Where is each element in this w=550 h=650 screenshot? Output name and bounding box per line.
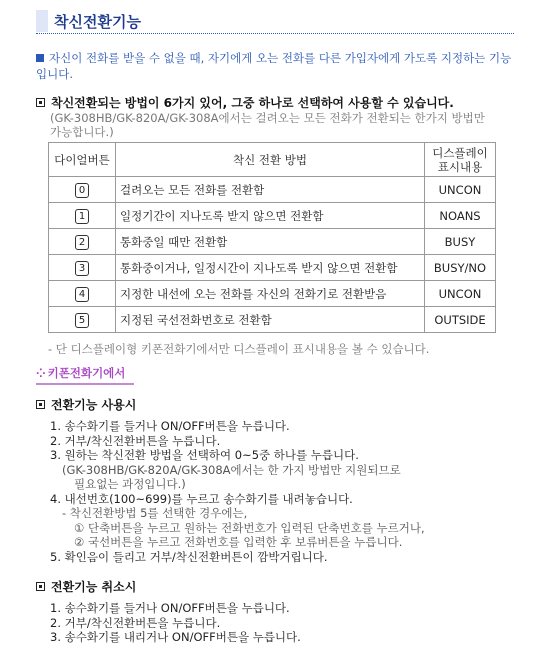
display-cell: OUTSIDE [425, 307, 496, 333]
diamond-bullet-icon: ⁘ [36, 366, 46, 380]
list-item: 4. 내선번호(100~699)를 누르고 송수화기를 내려놓습니다. [50, 491, 353, 506]
list-item: (GK-308HB/GK-820A/GK-308A에서는 한 가지 방법만 지원되므로 [62, 462, 401, 477]
dial-key-icon: 0 [75, 183, 89, 198]
list-item: 2. 거부/착신전환버튼을 누릅니다. [50, 433, 221, 448]
table-row [49, 229, 496, 255]
usage-section [36, 396, 516, 564]
table-row [49, 307, 496, 333]
dial-key-cell [49, 281, 116, 307]
cancel-section [36, 578, 516, 645]
display-cell: BUSY [425, 229, 496, 255]
method-cell: 일정기간이 지나도록 받지 않으면 전환함 [116, 203, 425, 229]
header-button: 다이얼버튼 [49, 143, 116, 177]
table-row [49, 281, 496, 307]
dial-key-icon: 2 [75, 235, 89, 250]
square-bullet-icon [36, 54, 44, 62]
table-row [49, 255, 496, 281]
list-item: 5. 확인음이 들리고 거부/착신전환버튼이 깜박거립니다. [50, 549, 328, 564]
list-item: 1. 송수화기를 들거나 ON/OFF버튼을 누릅니다. [50, 419, 290, 433]
method-cell: 걸려오는 모든 전화를 전환함 [116, 177, 425, 203]
boxed-bullet-icon [36, 400, 45, 409]
table-row [49, 203, 496, 229]
display-cell: UNCON [425, 177, 496, 203]
dial-key-cell [49, 307, 116, 333]
list-item: 3. 송수화기를 내리거나 ON/OFF버튼을 누릅니다. [50, 630, 301, 644]
intro-text-block [36, 50, 516, 82]
dial-key-icon: 5 [75, 313, 89, 328]
table-footnote: - 단 디스플레이형 키폰전화기에서만 디스플레이 표시내용을 볼 수 있습니다. [48, 342, 430, 356]
list-item: 필요없는 과정입니다.) [74, 477, 186, 491]
page-title-block [36, 8, 514, 34]
dial-key-cell [49, 203, 116, 229]
usage-steps [36, 419, 516, 564]
methods-table [48, 142, 496, 333]
dial-key-icon: 3 [75, 261, 89, 276]
boxed-bullet-icon [36, 98, 45, 107]
header-display: 디스플레이 표시내용 [425, 143, 496, 177]
display-cell: NOANS [425, 203, 496, 229]
display-cell: BUSY/NO [425, 255, 496, 281]
list-item: 3. 원하는 착신전환 방법을 선택하여 0~5중 하나를 누릅니다. [50, 448, 359, 462]
tab-underline [36, 383, 134, 385]
dial-key-cell [49, 229, 116, 255]
header-method: 착신 전환 방법 [116, 143, 425, 177]
title-accent-bar [36, 10, 48, 32]
method-cell: 지정한 내선에 오는 전화를 자신의 전화기로 전환받음 [116, 281, 425, 307]
list-item: ② 국선버튼을 누르고 전화번호를 입력한 후 보류버튼을 누릅니다. [74, 535, 403, 549]
list-item: ① 단축버튼을 누르고 원하는 전화번호가 입력된 단축번호를 누르거나, [74, 520, 425, 535]
display-cell: UNCON [425, 281, 496, 307]
cancel-steps [36, 601, 516, 645]
methods-section [36, 94, 516, 139]
dial-key-icon: 4 [75, 287, 89, 302]
dial-key-cell [49, 255, 116, 281]
cancel-heading: 전환기능 취소시 [36, 578, 516, 595]
method-cell: 통화중일 때만 전환함 [116, 229, 425, 255]
dial-key-cell [49, 177, 116, 203]
boxed-bullet-icon [36, 582, 45, 591]
table-row [49, 177, 496, 203]
list-item: 1. 송수화기를 들거나 ON/OFF버튼을 누릅니다. [50, 601, 290, 615]
list-item: - 착신전환방법 5를 선택한 경우에는, [62, 506, 248, 520]
methods-note: (GK-308HB/GK-820A/GK-308A에서는 걸려오는 모든 전화가 전환되는 한가지 방법만 가능합니다.) [50, 111, 485, 139]
title-divider [36, 33, 514, 34]
keyphone-section-tab: ⁘ 키폰전화기에서 [36, 366, 126, 380]
table-header-row [49, 143, 496, 177]
list-item: 2. 거부/착신전환버튼을 누릅니다. [50, 615, 221, 630]
usage-heading: 전환기능 사용시 [36, 396, 516, 413]
method-cell: 지정된 국선전화번호로 전환함 [116, 307, 425, 333]
method-cell: 통화중이거나, 일정시간이 지나도록 받지 않으면 전환함 [116, 255, 425, 281]
dial-key-icon: 1 [75, 209, 89, 224]
intro-text: 자신이 전화를 받을 수 없을 때, 자기에게 오는 전화를 다른 가입자에게 가도록 지정하는 기능입니다. [36, 51, 512, 81]
page-title: 착신전환기능 [54, 13, 141, 31]
methods-heading: 착신전환되는 방법이 6가지 있어, 그중 하나로 선택하여 사용할 수 있습니다. [36, 94, 516, 111]
